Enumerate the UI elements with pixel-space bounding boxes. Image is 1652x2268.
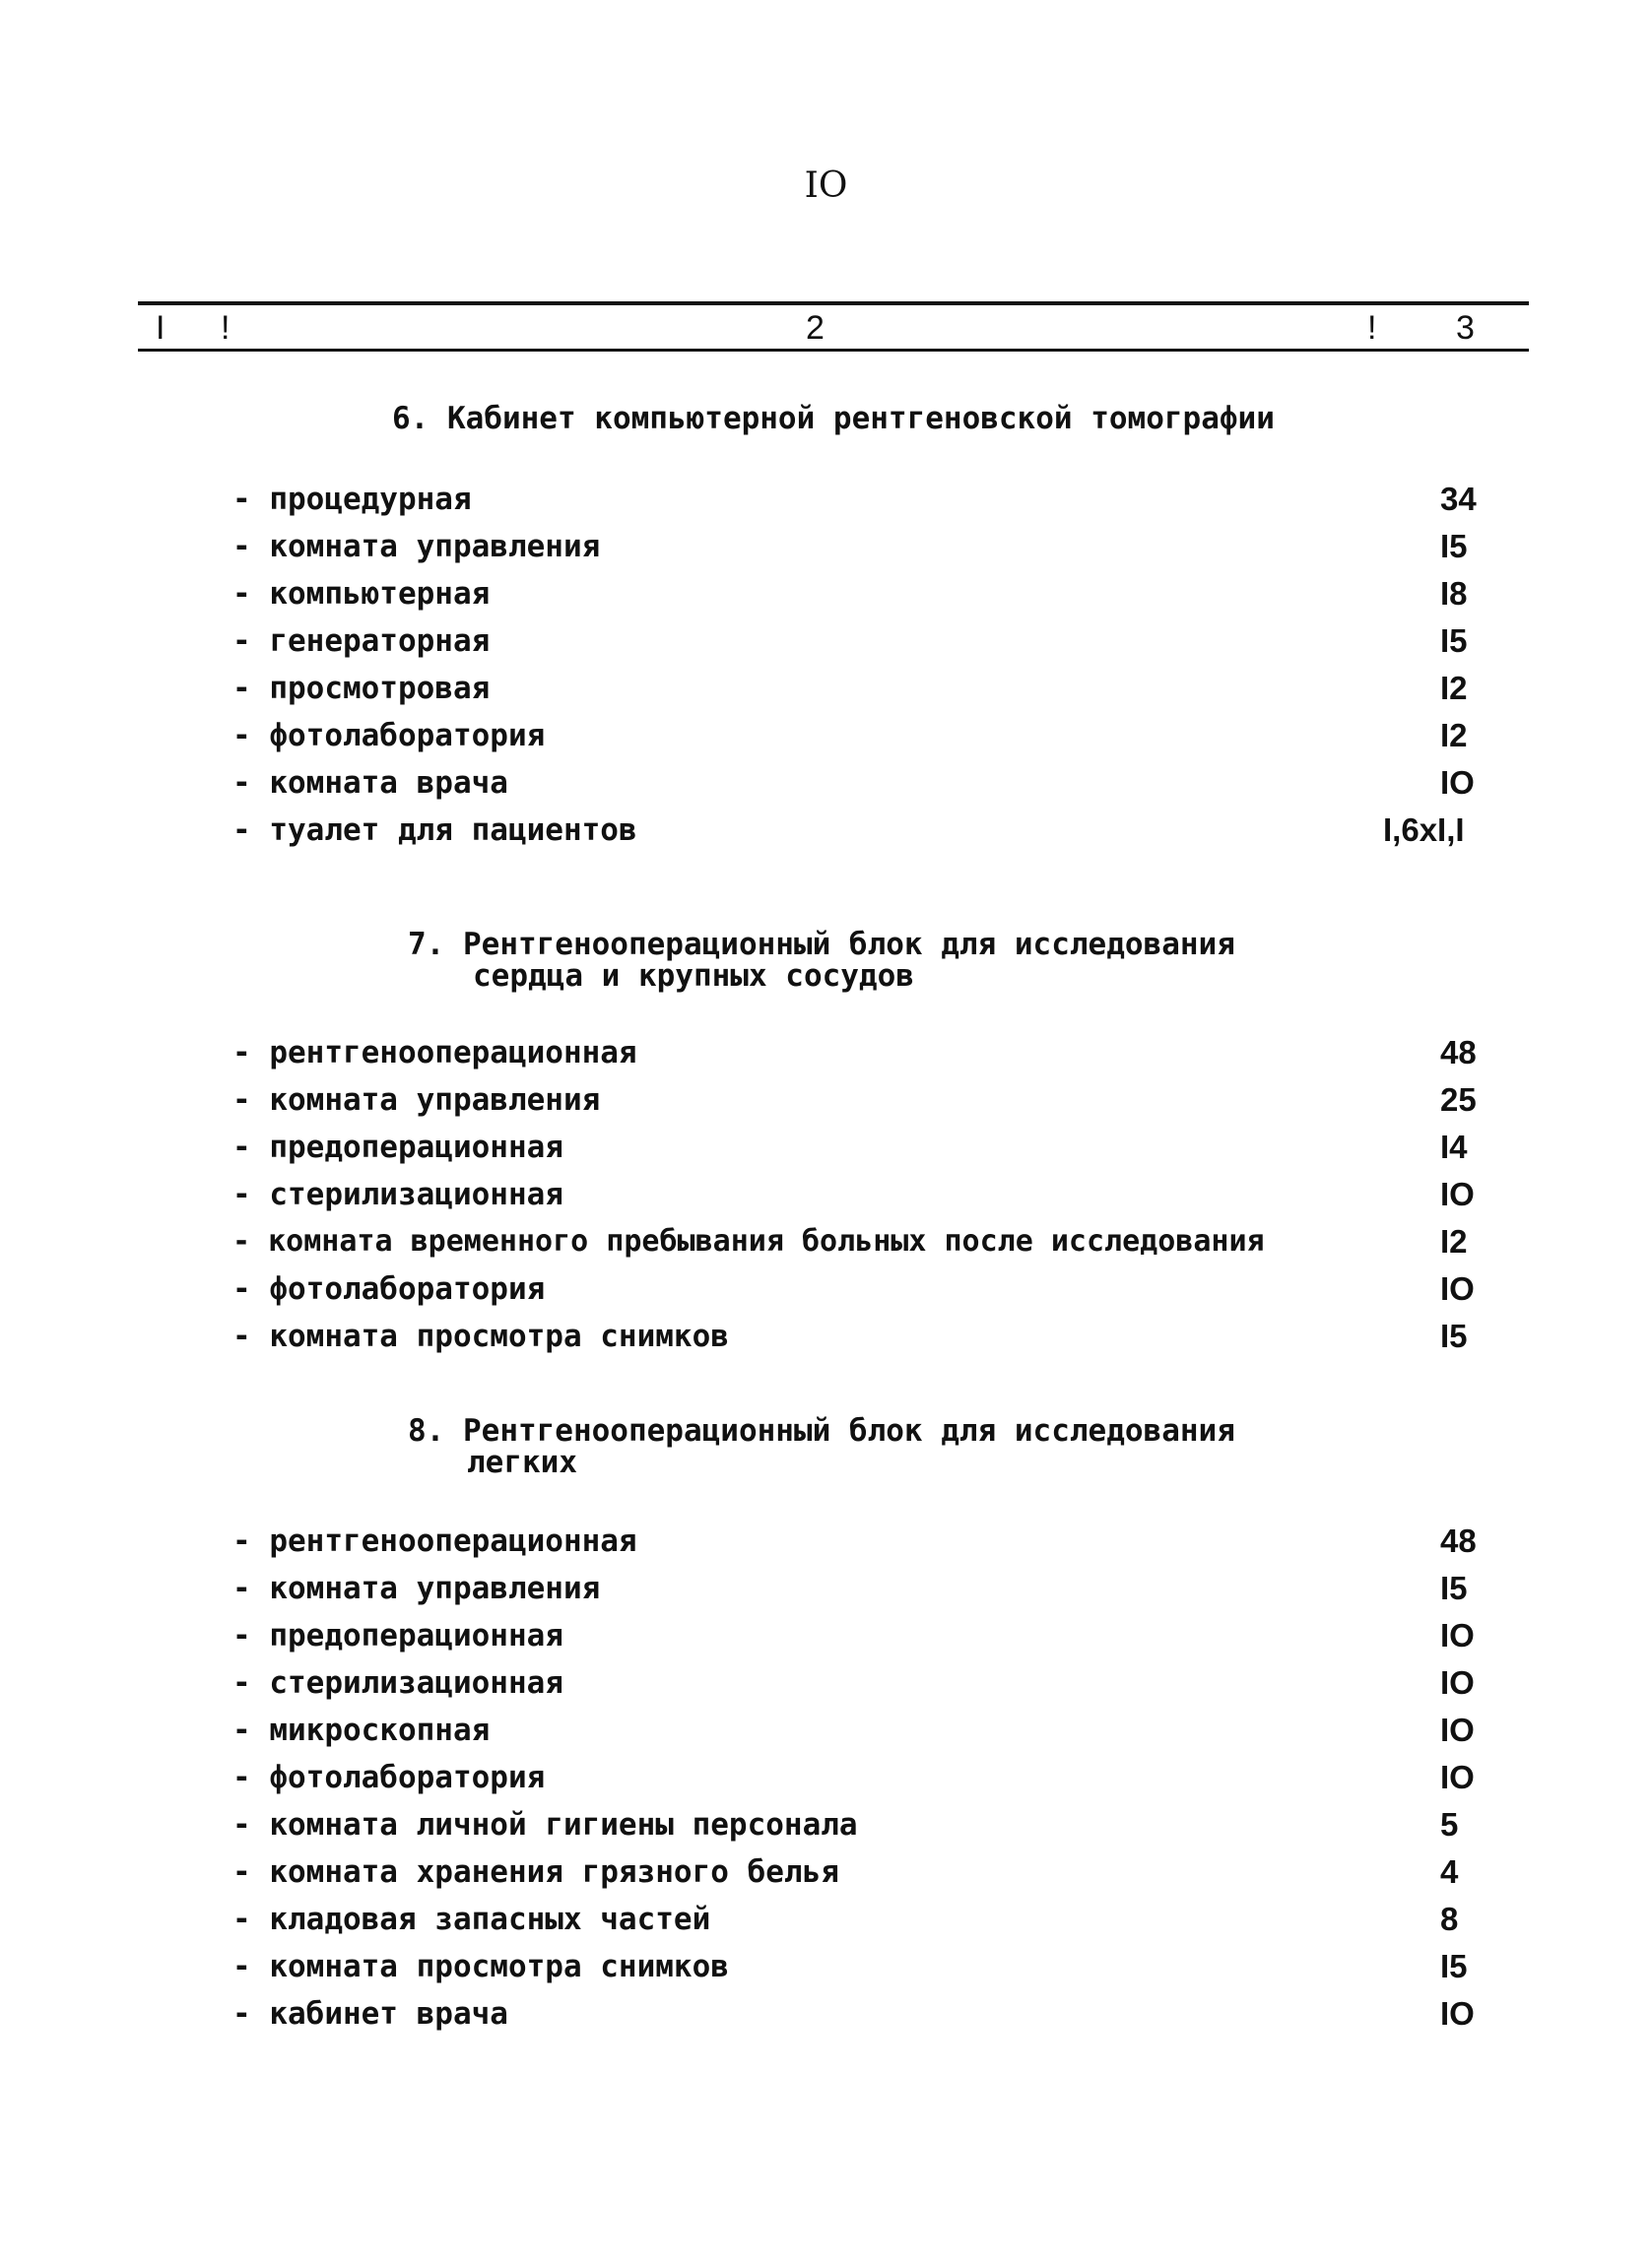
list-item: - фотолаборатория [232, 1271, 546, 1307]
list-item-value: IO [1440, 1176, 1475, 1212]
list-item: - комната личной гигиены персонала [232, 1807, 858, 1843]
list-item: - просмотровая [232, 671, 491, 706]
list-item-value: IO [1440, 1617, 1475, 1653]
list-item: - комната временного пребывания больных после исследования [232, 1224, 1265, 1259]
list-item: - компьютерная [232, 576, 491, 612]
list-item-value: I4 [1440, 1129, 1468, 1165]
list-item: - процедурная [232, 482, 472, 517]
list-item: - кабинет врача [232, 1996, 508, 2032]
column-separator-2: ! [1367, 309, 1377, 347]
column-header-2: 2 [806, 309, 825, 347]
list-item-value: I5 [1440, 1948, 1468, 1984]
list-item: - стерилизационная [232, 1177, 563, 1212]
list-item: - стерилизационная [232, 1665, 563, 1701]
list-item-value: 8 [1440, 1901, 1459, 1937]
list-item-value: 48 [1440, 1523, 1477, 1559]
list-item: - туалет для пациентов [232, 812, 637, 848]
list-item-value: IO [1440, 1664, 1475, 1701]
section-title-continued: сердца и крупных сосудов [473, 958, 914, 994]
list-item-value: IO [1440, 764, 1475, 801]
list-item: - комната управления [232, 1082, 601, 1118]
list-item: - предоперационная [232, 1618, 563, 1653]
list-item-value: I2 [1440, 670, 1468, 706]
list-item-value: I5 [1440, 1318, 1468, 1354]
list-item: - рентгенооперационная [232, 1035, 637, 1070]
list-item: - комната врача [232, 765, 508, 801]
table-header-rule [138, 349, 1529, 352]
list-item: - комната просмотра снимков [232, 1319, 729, 1354]
list-item-value: IO [1440, 1995, 1475, 2032]
list-item-value: 4 [1440, 1853, 1459, 1890]
list-item-value: I2 [1440, 717, 1468, 753]
list-item: - комната хранения грязного белья [232, 1854, 839, 1890]
list-item: - комната просмотра снимков [232, 1949, 729, 1984]
section-title: 7. Рентгенооперационный блок для исследования [408, 927, 1235, 962]
list-item-value: 25 [1440, 1081, 1477, 1118]
list-item-value: 5 [1440, 1806, 1459, 1843]
page-number: IO [804, 165, 848, 206]
list-item: - комната управления [232, 529, 601, 564]
list-item: - кладовая запасных частей [232, 1902, 711, 1937]
list-item-value: I8 [1440, 575, 1468, 612]
list-item-value: I5 [1440, 622, 1468, 659]
list-item-value: IO [1440, 1759, 1475, 1795]
list-item-value: I,6xI,I [1383, 811, 1465, 848]
list-item-value: 34 [1440, 481, 1477, 517]
list-item-value: I5 [1440, 1570, 1468, 1606]
list-item: - генераторная [232, 623, 491, 659]
list-item-value: IO [1440, 1712, 1475, 1748]
table-top-rule [138, 301, 1529, 305]
list-item: - микроскопная [232, 1713, 491, 1748]
section-title: 8. Рентгенооперационный блок для исследования [408, 1413, 1235, 1449]
list-item-value: 48 [1440, 1034, 1477, 1070]
list-item: - рентгенооперационная [232, 1523, 637, 1559]
list-item-value: IO [1440, 1270, 1475, 1307]
list-item-value: I5 [1440, 528, 1468, 564]
list-item: - фотолаборатория [232, 718, 546, 753]
section-title-continued: легких [467, 1445, 577, 1480]
list-item: - комната управления [232, 1571, 601, 1606]
column-separator-1: ! [221, 309, 231, 347]
list-item: - фотолаборатория [232, 1760, 546, 1795]
list-item: - предоперационная [232, 1130, 563, 1165]
section-title: 6. Кабинет компьютерной рентгеновской томографии [392, 401, 1275, 436]
column-header-1: I [156, 309, 165, 347]
column-header-3: 3 [1456, 309, 1475, 347]
list-item-value: I2 [1440, 1223, 1468, 1260]
